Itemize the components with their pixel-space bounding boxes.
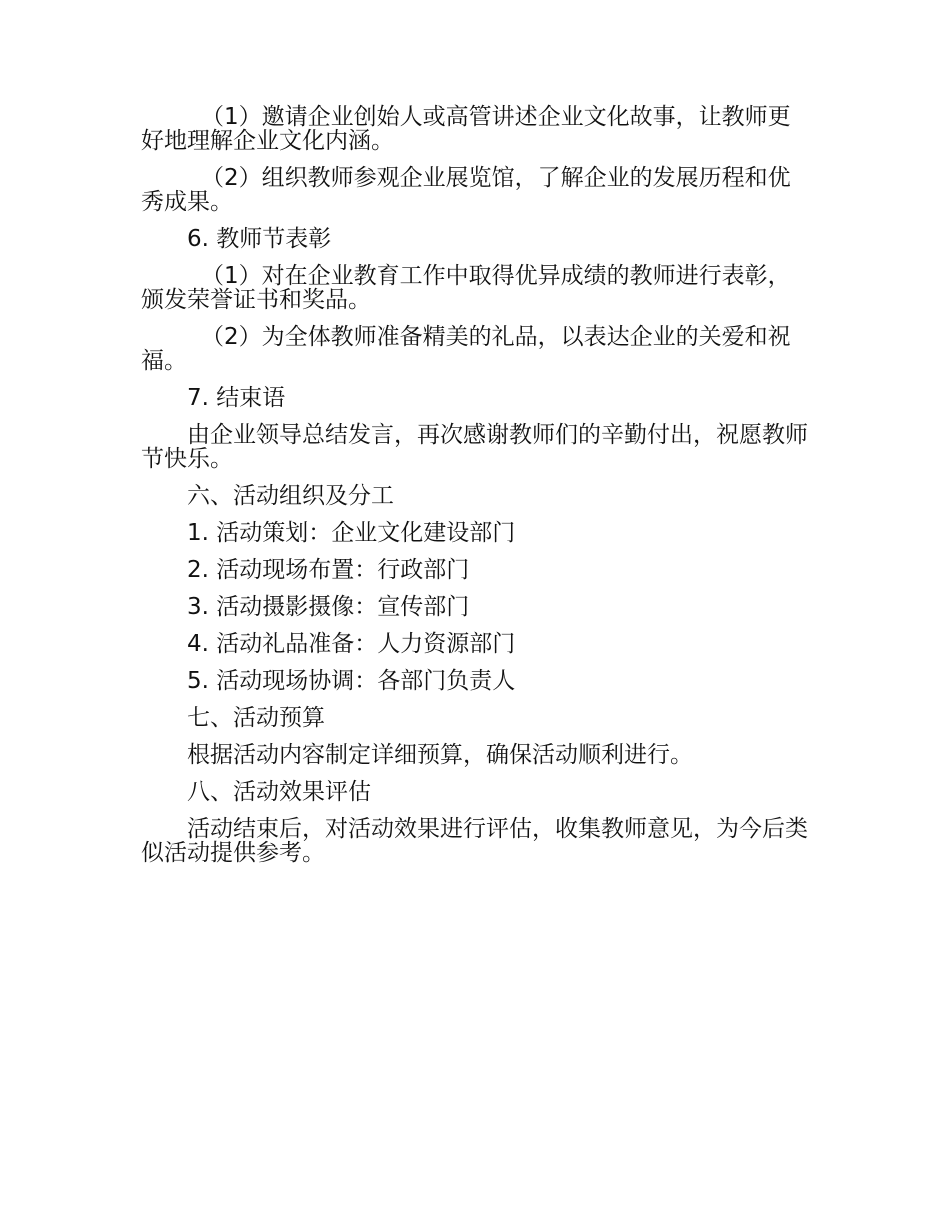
heading-closing-remarks: 7. 结束语 — [187, 385, 286, 411]
paragraph-invite-founder: （1）邀请企业创始人或高管讲述企业文化故事，让教师更好地理解企业文化内涵。 — [141, 104, 791, 154]
list-item-gift-preparation: 4. 活动礼品准备：人力资源部门 — [187, 631, 516, 657]
paragraph-budget: 根据活动内容制定详细预算，确保活动顺利进行。 — [187, 742, 693, 768]
paragraph-visit-exhibition: （2）组织教师参观企业展览馆，了解企业的发展历程和优秀成果。 — [141, 165, 791, 215]
paragraph-award-teachers: （1）对在企业教育工作中取得优异成绩的教师进行表彰，颁发荣誉证书和奖品。 — [141, 263, 791, 313]
paragraph-evaluation: 活动结束后，对活动效果进行评估，收集教师意见，为今后类似活动提供参考。 — [141, 816, 808, 866]
heading-evaluation: 八、活动效果评估 — [187, 779, 371, 805]
paragraph-leader-speech: 由企业领导总结发言，再次感谢教师们的辛勤付出，祝愿教师节快乐。 — [141, 422, 808, 472]
list-item-photography: 3. 活动摄影摄像：宣传部门 — [187, 594, 470, 620]
list-item-venue-setup: 2. 活动现场布置：行政部门 — [187, 557, 470, 583]
paragraph-prepare-gifts: （2）为全体教师准备精美的礼品，以表达企业的关爱和祝福。 — [141, 324, 791, 374]
heading-organization: 六、活动组织及分工 — [187, 483, 394, 509]
list-item-planning: 1. 活动策划：企业文化建设部门 — [187, 520, 516, 546]
list-item-coordination: 5. 活动现场协调：各部门负责人 — [187, 668, 516, 694]
heading-budget: 七、活动预算 — [187, 705, 325, 731]
heading-teacher-day-award: 6. 教师节表彰 — [187, 226, 332, 252]
document-body — [141, 105, 813, 878]
